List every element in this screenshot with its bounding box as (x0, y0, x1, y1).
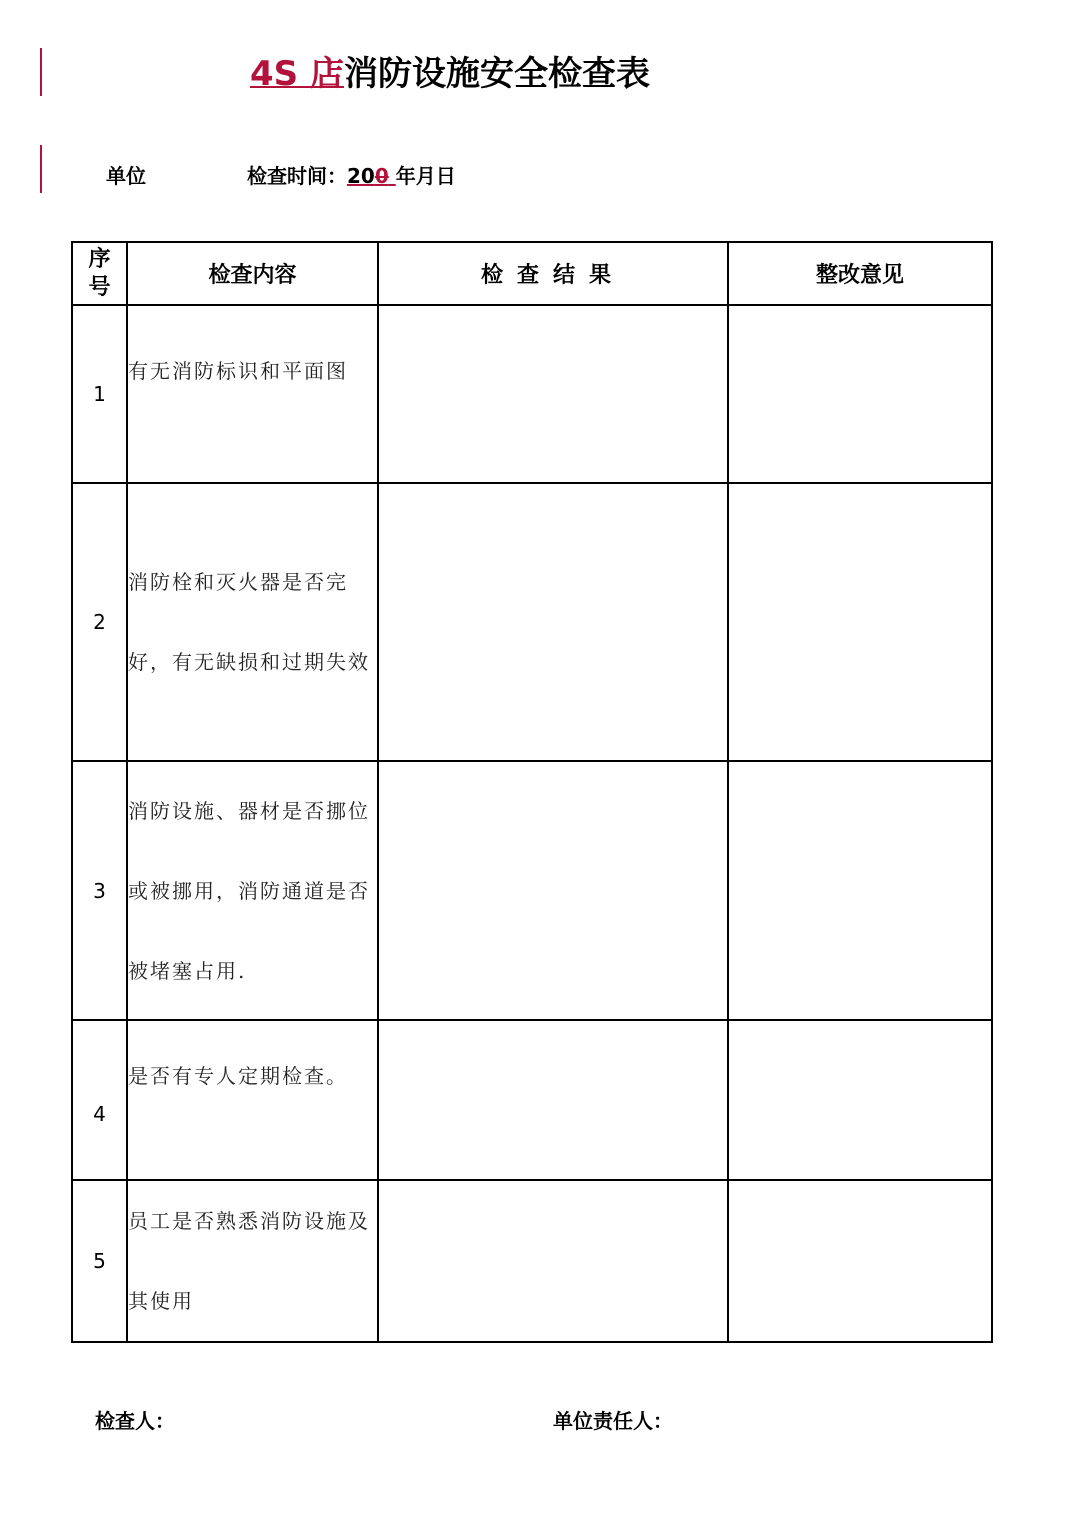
page-title (250, 50, 650, 98)
row-seq: 3 (72, 761, 127, 1020)
row-result-cell[interactable] (378, 483, 728, 761)
row-seq: 5 (72, 1180, 127, 1342)
title-main-text: 消防设施安全检查表 (343, 54, 650, 94)
header-content: 检查内容 (127, 242, 378, 305)
table-header-row (72, 242, 992, 305)
header-seq: 序号 (72, 242, 127, 305)
row-result-cell[interactable] (378, 1180, 728, 1342)
date-suffix: 年月日 (395, 164, 456, 188)
table-row (72, 305, 992, 483)
row-result-cell[interactable] (378, 1020, 728, 1180)
row-seq: 1 (72, 305, 127, 483)
row-content: 消防栓和灭火器是否完好，有无缺损和过期失效 (127, 483, 378, 761)
revision-bar (40, 48, 42, 96)
table-row (72, 761, 992, 1020)
row-content: 员工是否熟悉消防设施及其使用 (127, 1180, 378, 1342)
revision-bar (40, 145, 42, 193)
row-opinion-cell[interactable] (728, 1180, 992, 1342)
table-row (72, 1020, 992, 1180)
time-label: 检查时间： (247, 164, 347, 188)
row-opinion-cell[interactable] (728, 761, 992, 1020)
responsible-person-label: 单位责任人： (553, 1409, 673, 1433)
inspector-label: 检查人： (95, 1409, 175, 1433)
table-row (72, 483, 992, 761)
year-inserted: 200 (347, 164, 389, 188)
row-opinion-cell[interactable] (728, 483, 992, 761)
row-opinion-cell[interactable] (728, 1020, 992, 1180)
table-row (72, 1180, 992, 1342)
header-result: 检查结果 (378, 242, 728, 305)
year-deleted: 0 (374, 164, 389, 188)
header-opinion: 整改意见 (728, 242, 992, 305)
row-content: 消防设施、器材是否挪位或被挪用，消防通道是否被堵塞占用. (127, 761, 378, 1020)
inspection-time (247, 160, 456, 192)
unit-label: 单位 (106, 164, 146, 188)
row-seq: 4 (72, 1020, 127, 1180)
row-opinion-cell[interactable] (728, 305, 992, 483)
title-inserted-text: 4S 店 (250, 54, 344, 94)
row-content: 是否有专人定期检查。 (127, 1020, 378, 1180)
row-result-cell[interactable] (378, 305, 728, 483)
inspection-table (71, 241, 993, 1343)
row-result-cell[interactable] (378, 761, 728, 1020)
row-seq: 2 (72, 483, 127, 761)
row-content: 有无消防标识和平面图 (127, 305, 378, 483)
